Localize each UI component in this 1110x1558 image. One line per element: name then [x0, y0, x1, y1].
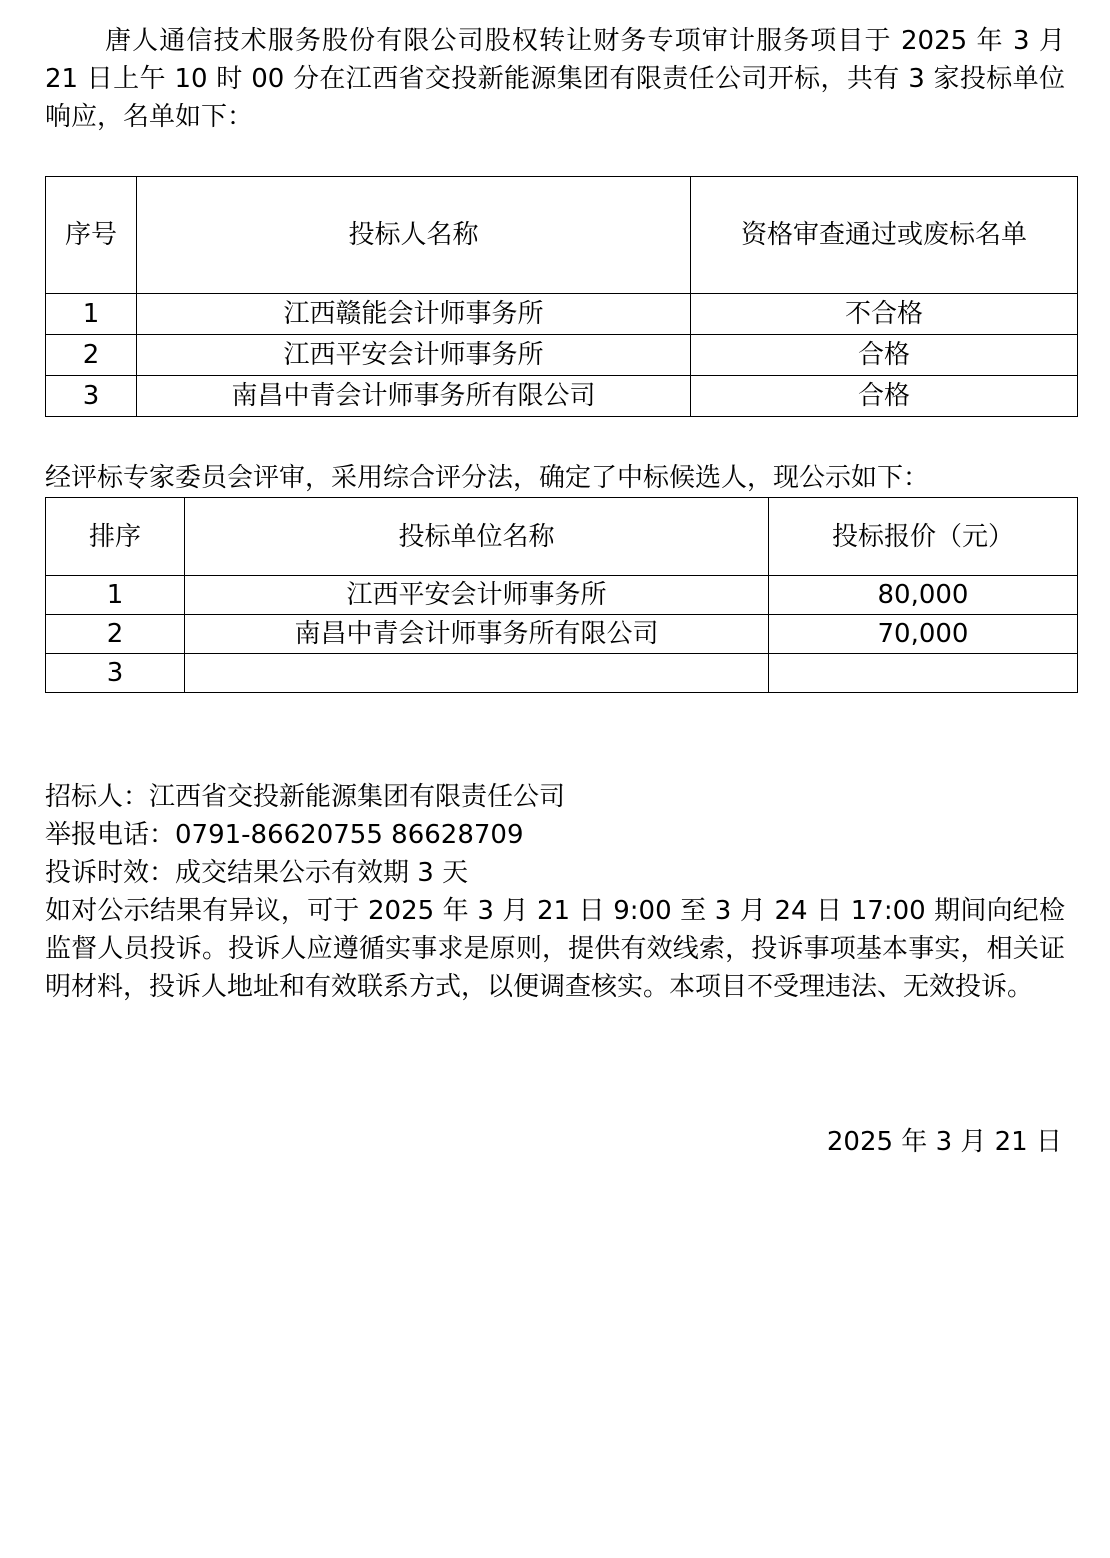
cell-bidder-unit: 南昌中青会计师事务所有限公司 [185, 615, 769, 654]
tenderer-line: 招标人：江西省交投新能源集团有限责任公司 [45, 782, 566, 812]
intro-paragraph: 唐人通信技术服务股份有限公司股权转让财务专项审计服务项目于 2025 年 3 月 21 日上午 10 时 00 分在江西省交投新能源集团有限责任公司开标，共有 3 家投标单位响应，名单如下： [45, 26, 1065, 132]
cell-qualification: 不合格 [691, 294, 1078, 335]
header-bidder-unit: 投标单位名称 [185, 498, 769, 576]
cell-index: 3 [46, 376, 137, 417]
cell-index: 2 [46, 335, 137, 376]
cell-bidder-unit [185, 654, 769, 693]
cell-bid-price [769, 654, 1078, 693]
table-header-row [46, 498, 1078, 576]
table-row [46, 376, 1078, 417]
objection-paragraph: 如对公示结果有异议，可于 2025 年 3 月 21 日 9:00 至 3 月 24 日 17:00 期间向纪检监督人员投诉。投诉人应遵循实事求是原则，提供有效线索，投诉事项基本事实，相关证明材料，投诉人地址和有效联系方式，以便调查核实。本项目不受理违法、无效投诉。 [45, 896, 1065, 1002]
candidate-table [45, 497, 1078, 693]
table-row [46, 654, 1078, 693]
cell-bid-price: 80,000 [769, 576, 1078, 615]
evaluation-caption: 经评标专家委员会评审，采用综合评分法，确定了中标候选人，现公示如下： [45, 463, 930, 493]
header-bidder-name: 投标人名称 [137, 177, 691, 294]
cell-bidder-name: 江西平安会计师事务所 [137, 335, 691, 376]
table-row [46, 615, 1078, 654]
cell-bidder-name: 江西赣能会计师事务所 [137, 294, 691, 335]
footer-notice [45, 778, 1065, 1006]
cell-qualification: 合格 [691, 335, 1078, 376]
table-header-row [46, 177, 1078, 294]
header-rank: 排序 [46, 498, 185, 576]
header-bid-price: 投标报价（元） [769, 498, 1078, 576]
cell-bidder-name: 南昌中青会计师事务所有限公司 [137, 376, 691, 417]
cell-bidder-unit: 江西平安会计师事务所 [185, 576, 769, 615]
cell-rank: 3 [46, 654, 185, 693]
cell-index: 1 [46, 294, 137, 335]
table-row [46, 335, 1078, 376]
cell-bid-price: 70,000 [769, 615, 1078, 654]
table-row [46, 294, 1078, 335]
cell-rank: 1 [46, 576, 185, 615]
hotline-line: 举报电话：0791-86620755 86628709 [45, 820, 524, 850]
header-qualification: 资格审查通过或废标名单 [691, 177, 1078, 294]
publication-date: 2025 年 3 月 21 日 [826, 1127, 1062, 1157]
cell-rank: 2 [46, 615, 185, 654]
header-index: 序号 [46, 177, 137, 294]
cell-qualification: 合格 [691, 376, 1078, 417]
complaint-validity-line: 投诉时效：成交结果公示有效期 3 天 [45, 858, 469, 888]
qualification-table [45, 176, 1078, 417]
table-row [46, 576, 1078, 615]
